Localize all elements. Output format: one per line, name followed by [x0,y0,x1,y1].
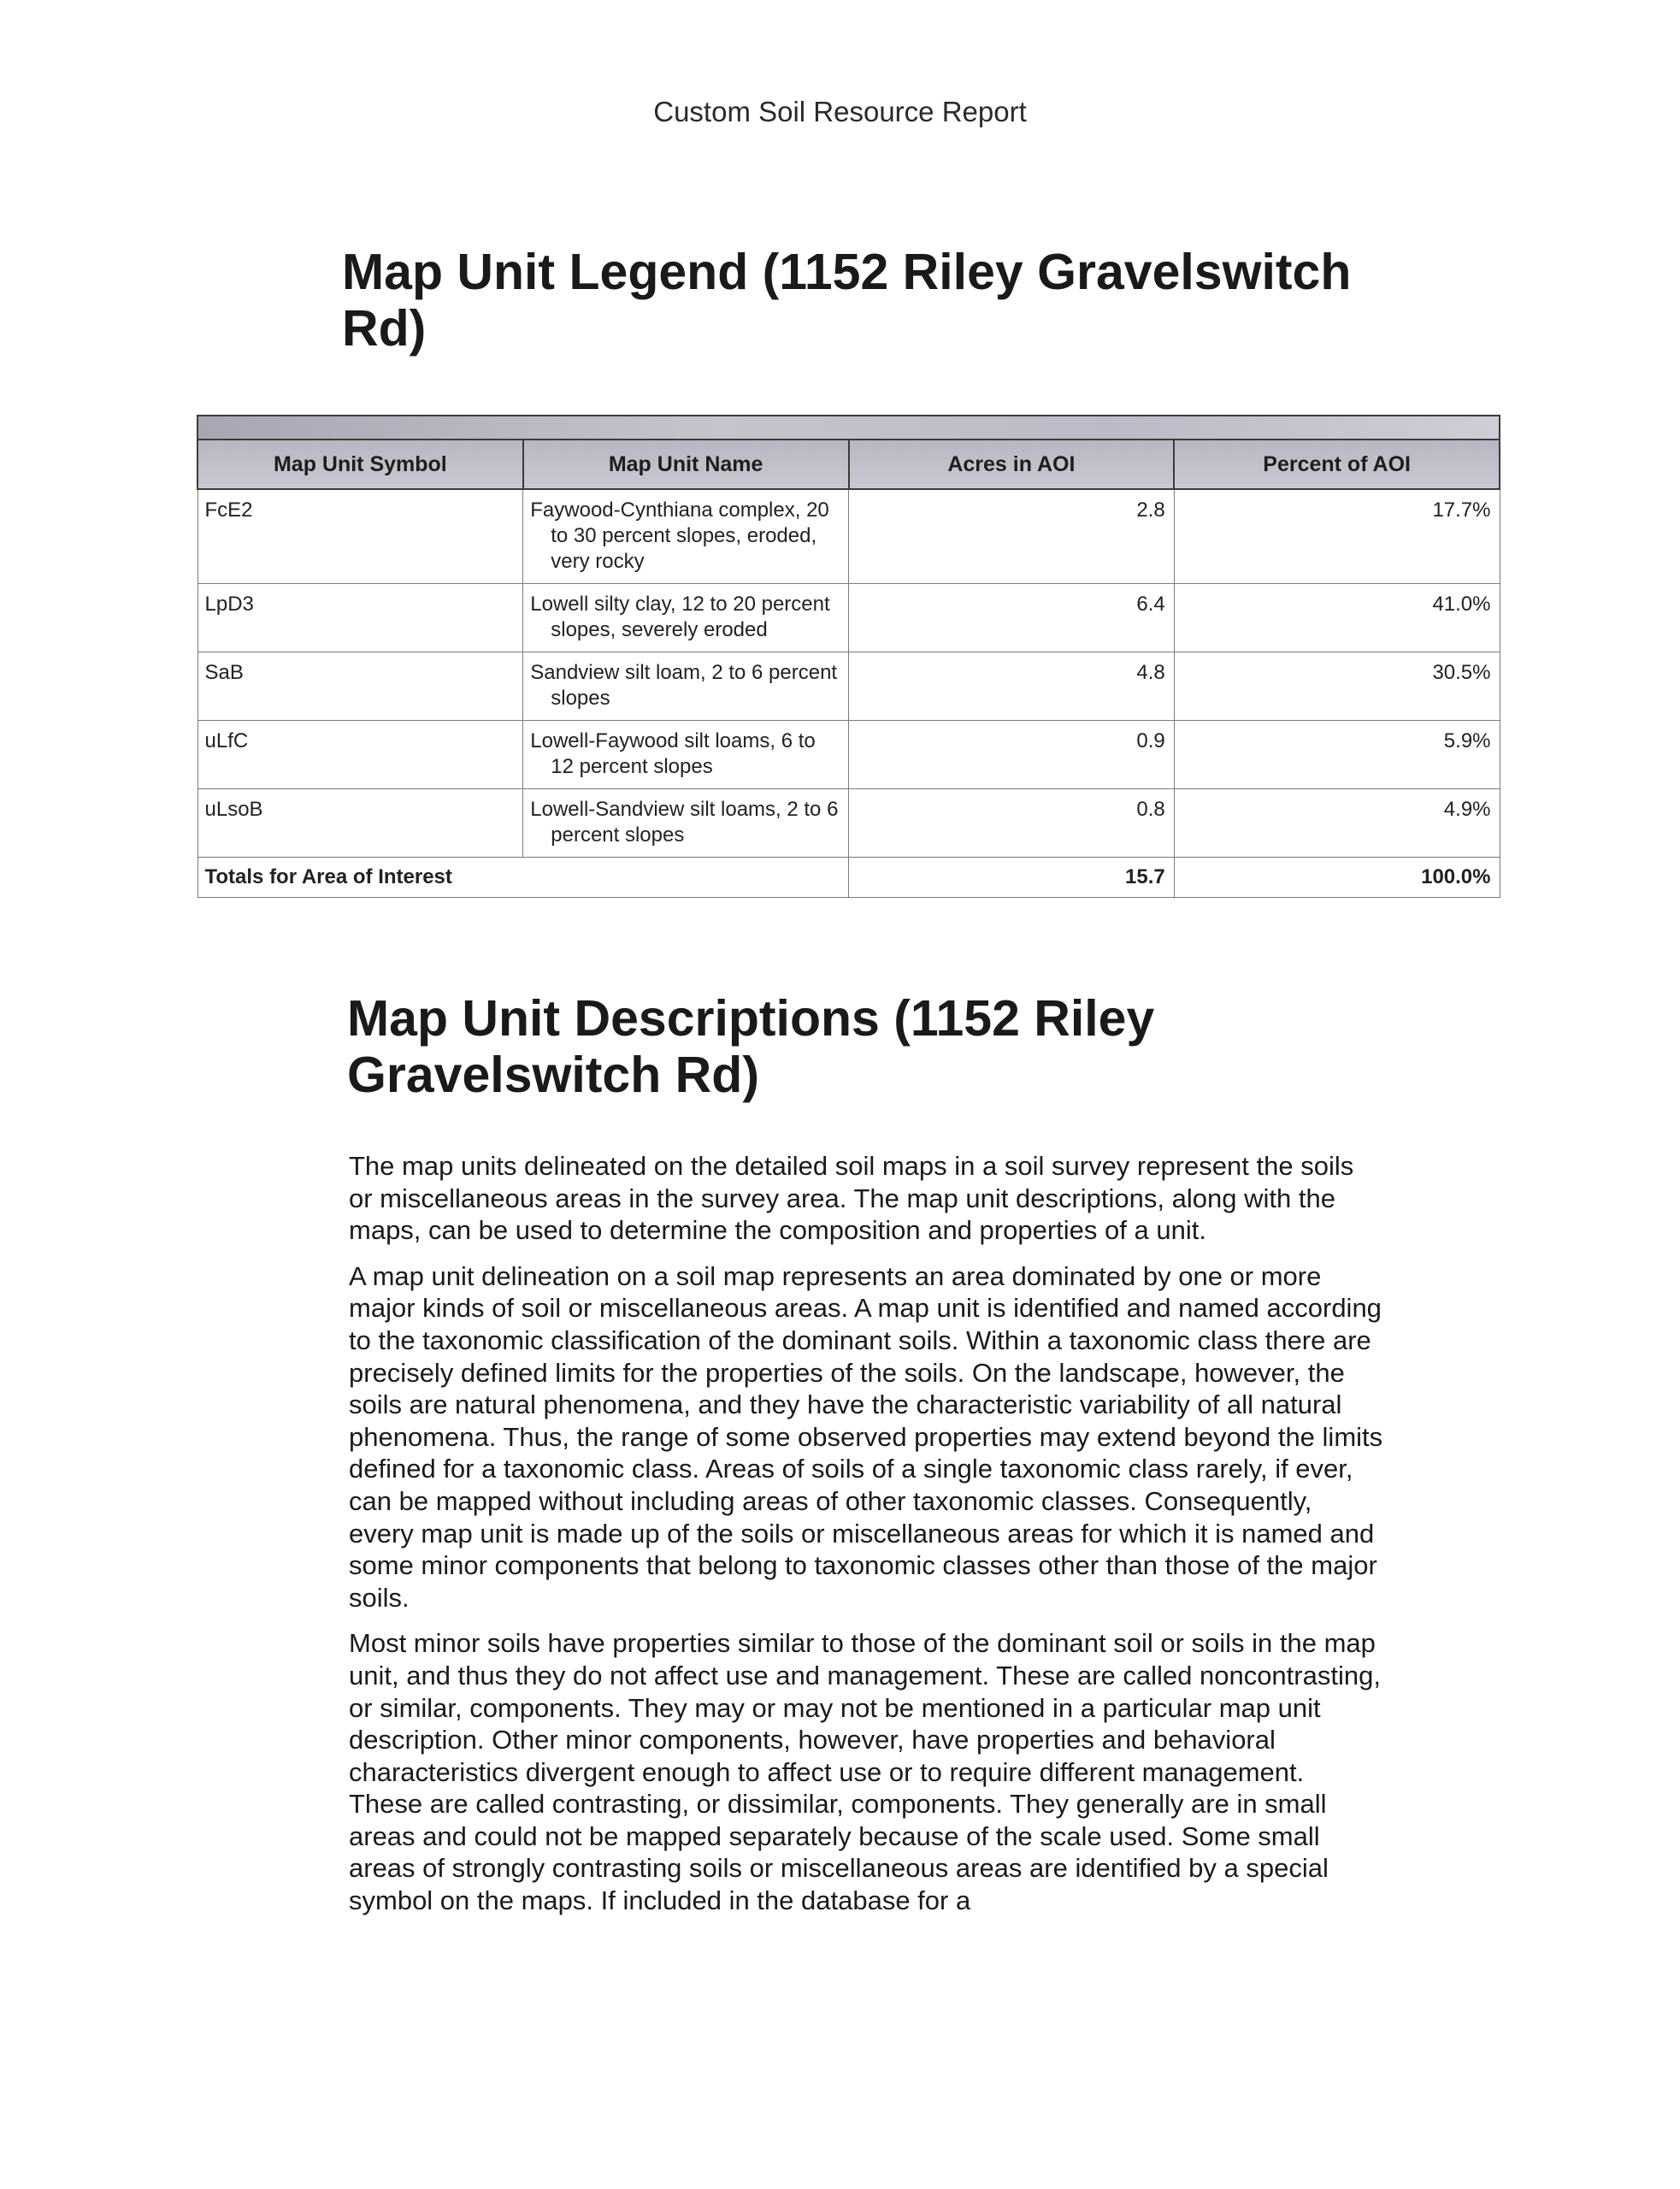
acres-in-aoi: 0.8 [849,789,1175,858]
map-unit-legend-table [197,415,1500,898]
paragraph: A map unit delineation on a soil map represents an area dominated by one or more major kinds of soil or miscellaneous areas. A map unit is identified and named according to the taxonomic classification of the dominant soils. Within a taxonomic class there are precisely defined limits for the properties of the soils. On the landscape, however, the soils are natural phenomena, and they have the characteristic variability of all natural phenomena. Thus, the range of some observed properties may extend beyond the limits defined for a taxonomic class. Areas of soils of a single taxonomic class rarely, if ever, can be mapped without including areas of other taxonomic classes. Consequently, every map unit is made up of the soils or miscellaneous areas for which it is named and some minor components that belong to taxonomic classes other than those of the major soils. [349,1260,1383,1613]
page-header: Custom Soil Resource Report [653,96,1027,127]
legend-table [197,439,1500,898]
column-header-percent: Percent of AOI [1174,440,1500,489]
map-unit-symbol: uLfC [197,721,523,789]
column-header-name: Map Unit Name [523,440,849,489]
table-row [197,584,1500,652]
map-unit-symbol: LpD3 [197,584,523,652]
descriptions-title: Map Unit Descriptions (1152 Riley Gravelswitch Rd) [347,990,1155,1103]
acres-in-aoi: 4.8 [849,652,1175,721]
paragraph: The map units delineated on the detailed soil maps in a soil survey represent the soils or miscellaneous areas in the survey area. The map unit descriptions, along with the maps, can be used to determine the composition and properties of a unit. [349,1151,1354,1246]
map-unit-symbol: FcE2 [197,489,523,584]
percent-of-aoi: 17.7% [1174,489,1500,584]
map-unit-name: Lowell-Sandview silt loams, 2 to 6 percent slopes [530,798,839,847]
table-title-bar [197,415,1500,439]
table-row [197,789,1500,858]
map-unit-symbol: uLsoB [197,789,523,858]
table-header-row [197,440,1500,489]
column-header-acres: Acres in AOI [849,440,1175,489]
percent-of-aoi: 5.9% [1174,721,1500,789]
totals-acres: 15.7 [849,858,1175,898]
descriptions-body [349,1150,1383,1931]
acres-in-aoi: 6.4 [849,584,1175,652]
column-header-symbol: Map Unit Symbol [197,440,523,489]
map-unit-name: Sandview silt loam, 2 to 6 percent slopes [530,661,838,710]
paragraph: Most minor soils have properties similar to those of the dominant soil or soils in the map unit, and thus they do not affect use and management. These are called noncontrasting, or similar, components. They may or may not be mentioned in a particular map unit description. Other minor components, however, have properties and behavioral characteristics divergent enough to affect use or to require different management. These are called contrasting, or dissimilar, components. They generally are in small areas and could not be mapped separately because of the scale used. Some small areas of strongly contrasting soils or miscellaneous areas are identified by a special symbol on the maps. If included in the database for a [349,1628,1381,1916]
table-row [197,489,1500,584]
table-row [197,721,1500,789]
percent-of-aoi: 30.5% [1174,652,1500,721]
map-unit-name: Lowell silty clay, 12 to 20 percent slopes, severely eroded [530,593,830,641]
percent-of-aoi: 41.0% [1174,584,1500,652]
totals-label: Totals for Area of Interest [197,858,849,898]
acres-in-aoi: 0.9 [849,721,1175,789]
map-unit-symbol: SaB [197,652,523,721]
table-row [197,652,1500,721]
map-unit-name: Faywood-Cynthiana complex, 20 to 30 percent slopes, eroded, very rocky [530,499,829,573]
totals-row [197,858,1500,898]
totals-percent: 100.0% [1174,858,1500,898]
legend-title: Map Unit Legend (1152 Riley Gravelswitch Rd) [342,244,1352,357]
acres-in-aoi: 2.8 [849,489,1175,584]
map-unit-name: Lowell-Faywood silt loams, 6 to 12 percent slopes [530,729,816,778]
percent-of-aoi: 4.9% [1174,789,1500,858]
